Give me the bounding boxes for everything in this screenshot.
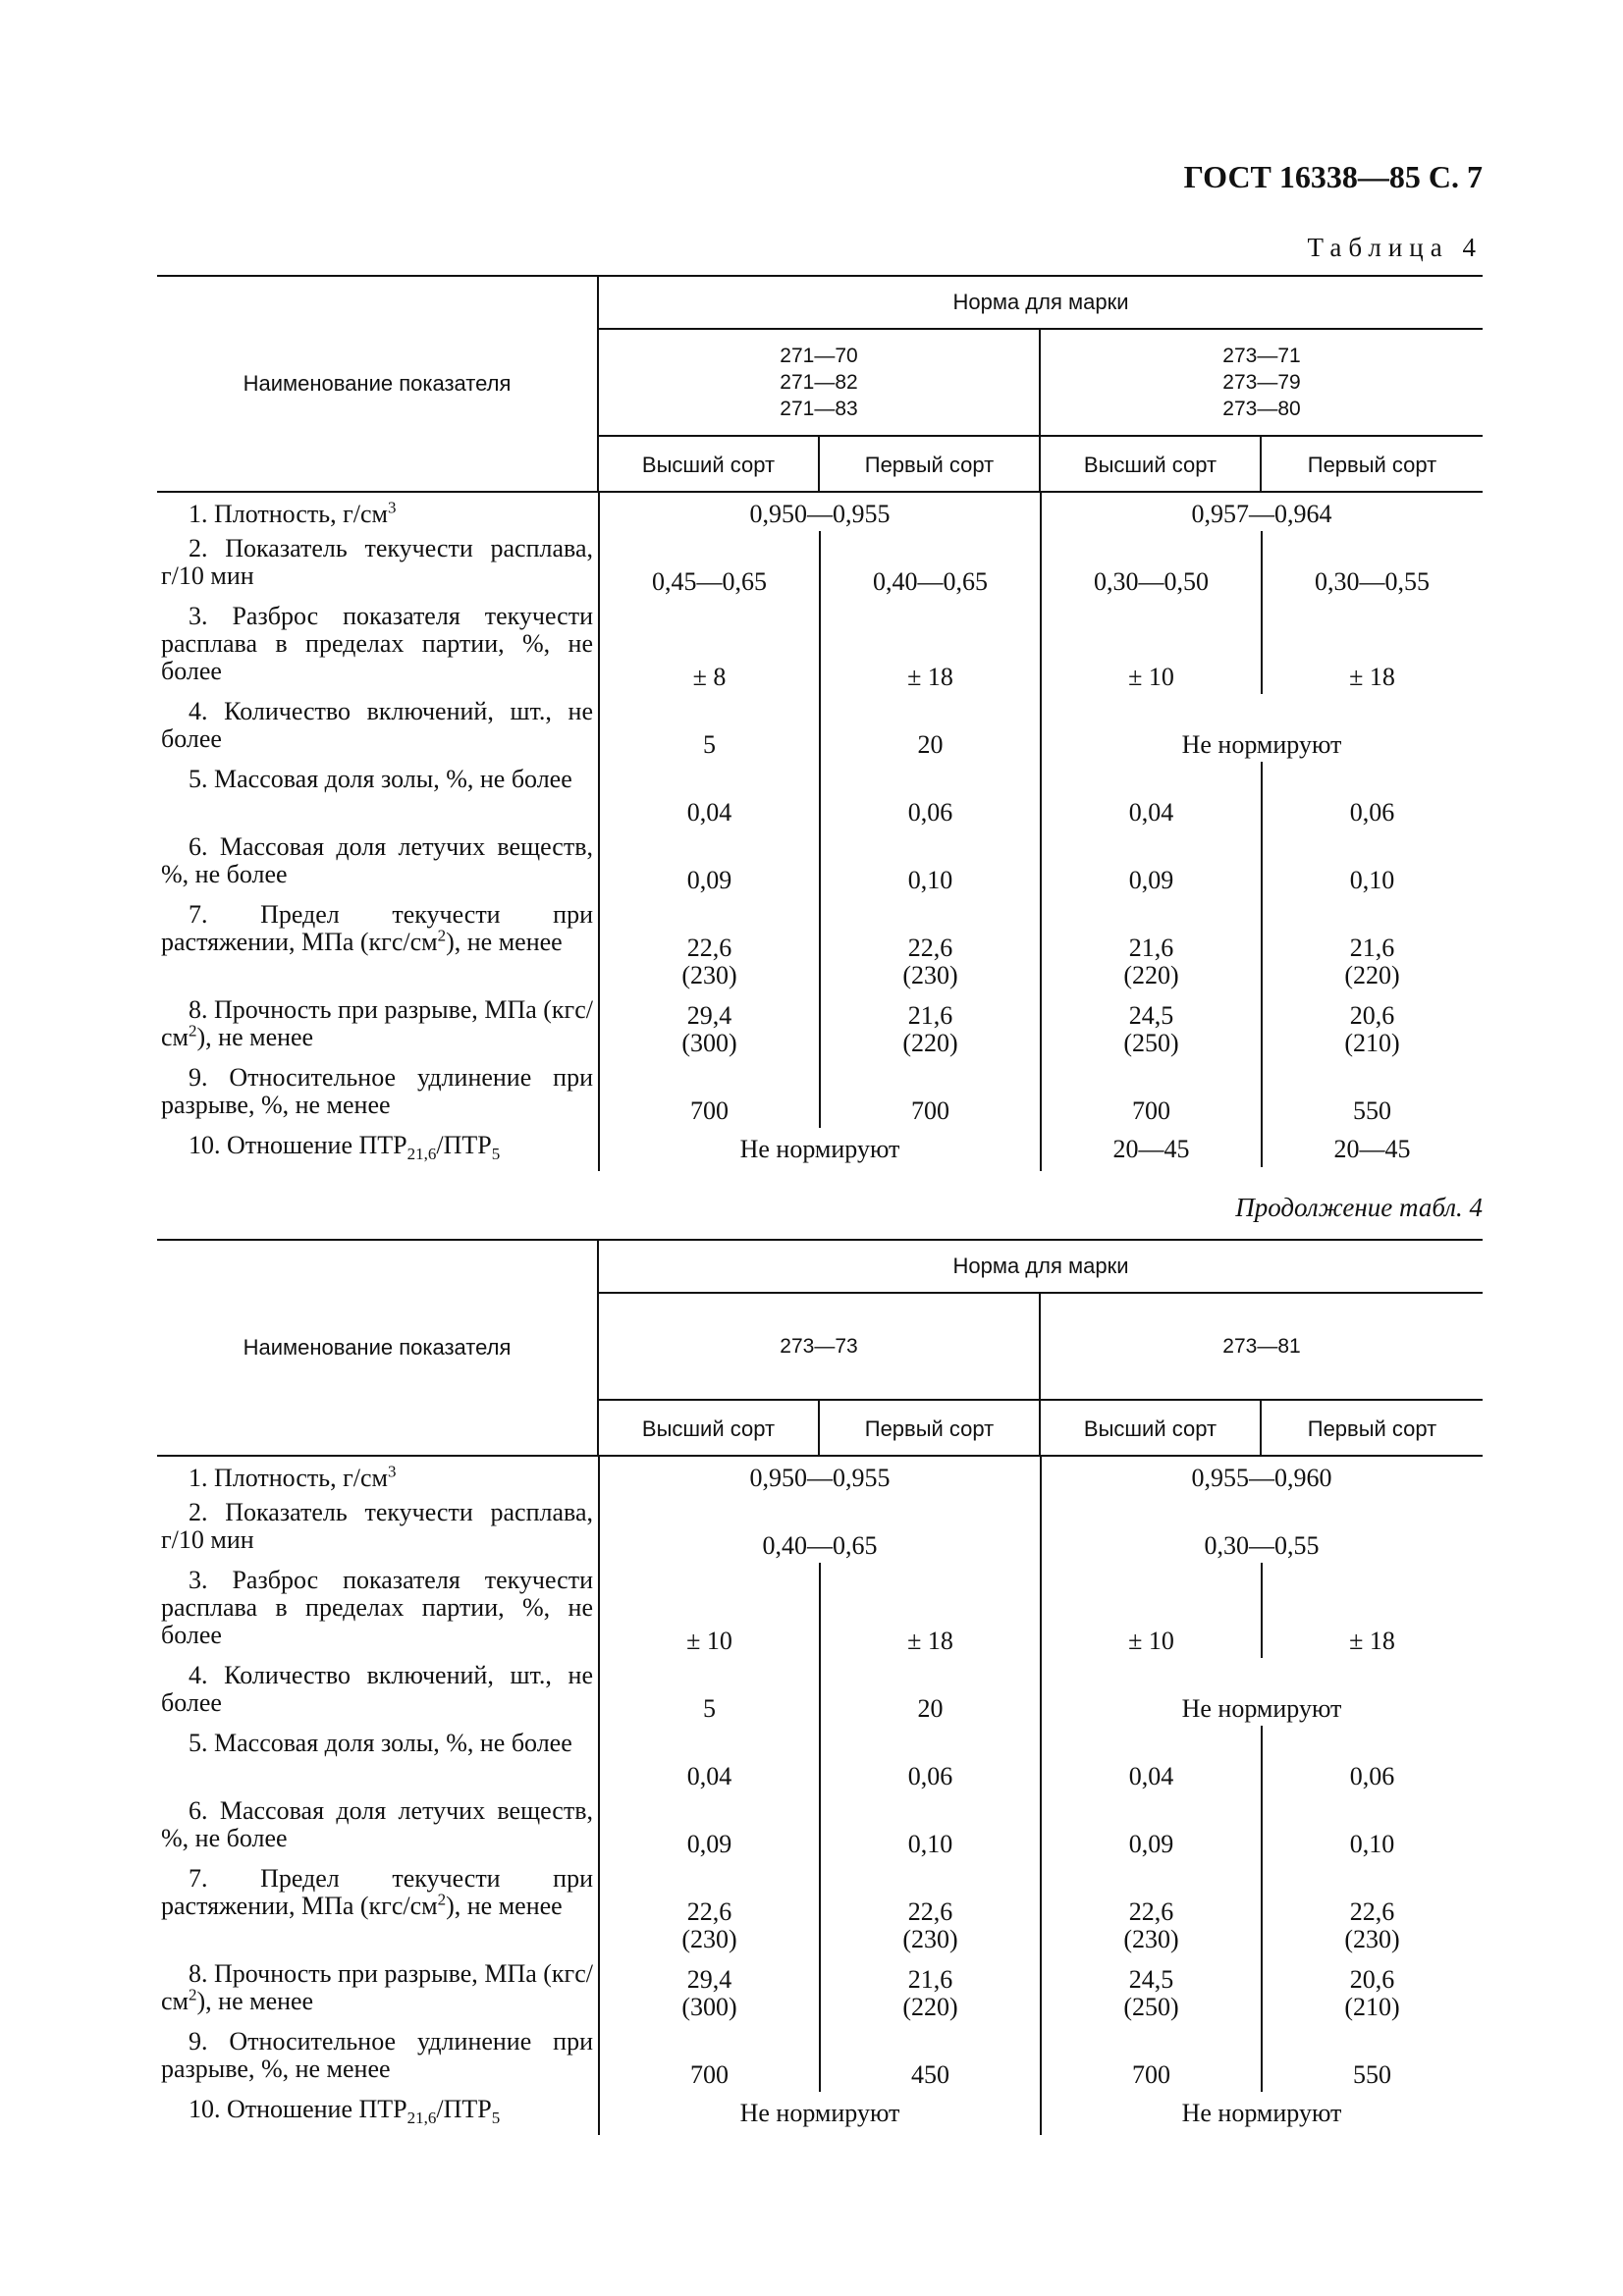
page-header: ГОСТ 16338—85 С. 7 [1183,159,1483,194]
norm-value: ± 10 [686,1627,732,1655]
indicator-name: 9. Относительное удлинение при разрыве, %, не менее [161,1063,593,1119]
norm-value: ± 18 [907,663,953,691]
norm-value: 0,04 [686,798,732,827]
norm-value: 0,40—0,65 [762,1531,878,1560]
indicator-name: 6. Массовая доля летучих веществ, %, не более [161,1796,593,1852]
norm-value: ± 10 [1128,1627,1174,1655]
norm-value: 20—45 [1112,1135,1190,1163]
norm-value: 0,09 [686,1830,732,1858]
norm-value: 0,957—0,964 [1191,500,1332,528]
norm-value: 0,09 [1128,1830,1174,1858]
grade-code: 273—80 [1222,398,1301,420]
column-header-norm: Норма для марки [599,277,1483,330]
column-divider [598,493,600,1171]
sort-header: Высший сорт [599,1401,820,1457]
norm-value: 700 [1132,2060,1170,2089]
norm-value: 700 [690,2060,729,2089]
table-caption: Таблица 4 [1307,233,1483,262]
table-row [157,1499,1483,1560]
table-continuation-caption: Продолжение табл. 4 [1235,1193,1483,1222]
norm-value: 0,955—0,960 [1191,1464,1332,1492]
column-divider [1261,531,1263,694]
norm-value: 20—45 [1333,1135,1411,1163]
norm-value: 0,04 [686,1762,732,1790]
norm-value: 21,6 (220) [902,1965,958,2021]
sort-header: Высший сорт [1041,1401,1262,1457]
grade-group-header [599,1294,1041,1401]
norm-value: 5 [703,730,716,759]
column-divider [1261,762,1263,1167]
norm-value: 22,6 (230) [902,934,958,989]
table-4-continuation [157,1239,1483,2135]
table-body [157,1457,1483,2135]
indicator-name: 4. Количество включений, шт., не более [161,697,593,753]
norm-value: 0,30—0,55 [1204,1531,1320,1560]
norm-value: 0,10 [907,866,953,894]
grade-group-header [1041,1294,1483,1401]
norm-value: ± 8 [692,663,727,691]
norm-value: 450 [911,2060,949,2089]
norm-value: 24,5 (250) [1123,1965,1179,2021]
table-row [157,1132,1483,1163]
norm-value: 29,4 (300) [681,1965,737,2021]
norm-value: 550 [1353,2060,1391,2089]
column-divider [1040,1457,1042,2135]
table-head [157,275,1483,493]
grade-code: 273—79 [1222,371,1301,394]
grade-group-header [599,330,1041,437]
grade-code: 273—71 [1222,345,1301,367]
sort-header: Первый сорт [820,1401,1041,1457]
norm-value: 20 [917,730,944,759]
grade-code: 273—73 [780,1335,858,1358]
norm-value: Не нормируют [1181,2099,1342,2127]
norm-value: 0,04 [1128,1762,1174,1790]
column-header-norm: Норма для марки [599,1241,1483,1294]
norm-value: 0,40—0,65 [873,567,988,596]
norm-value: 0,04 [1128,798,1174,827]
norm-value: 0,950—0,955 [749,500,891,528]
sort-header: Первый сорт [1307,452,1437,477]
norm-value: 22,6 (230) [1344,1897,1400,1953]
sort-header: Первый сорт [1307,1415,1437,1441]
norm-value: 0,950—0,955 [749,1464,891,1492]
norm-value: 0,45—0,65 [652,567,767,596]
norm-value: 21,6 (220) [1344,934,1400,989]
grade-code: 271—82 [780,371,858,394]
table-body [157,493,1483,1171]
norm-value: 5 [703,1694,716,1723]
norm-value: Не нормируют [1181,730,1342,759]
norm-value: 700 [690,1096,729,1125]
column-divider [819,531,821,1128]
indicator-name: 3. Разброс показателя текучести расплава в пределах партии, %, не более [161,1566,593,1649]
norm-value: 0,10 [1349,1830,1395,1858]
sort-header: Высший сорт [599,437,820,493]
table-row [157,1462,1483,1492]
norm-value: 22,6 (230) [681,934,737,989]
indicator-name: 4. Количество включений, шт., не более [161,1661,593,1717]
norm-value: 21,6 (220) [1123,934,1179,989]
column-header-name: Наименование показателя [157,277,599,491]
column-divider [598,1457,600,2135]
norm-value: 0,10 [1349,866,1395,894]
norm-value: 0,06 [907,1762,953,1790]
norm-value: 20,6 (210) [1344,1001,1400,1057]
indicator-name: 1. Плотность, $г/см^3$ [189,1462,397,1492]
table-head [157,1239,1483,1457]
indicator-name: 8. Прочность при разрыве, МПа $(кгс/см^2)$, не менее [161,995,593,1051]
indicator-name: 5. Массовая доля золы, %, не более [189,1729,572,1757]
norm-value: 22,6 (230) [681,1897,737,1953]
indicator-name: 10. Отношение $ПТР_{21,6}/ПТР_5$ [189,2095,501,2128]
column-header-name: Наименование показателя [157,1241,599,1455]
indicator-name: 10. Отношение $ПТР_{21,6}/ПТР_5$ [189,1131,501,1164]
norm-value: 21,6 (220) [902,1001,958,1057]
indicator-name: 7. Предел текучести при растяжении, МПа $(кгс/см^2)$, не менее [161,1864,593,1920]
grade-code: 271—83 [780,398,858,420]
norm-value: 0,06 [1349,1762,1395,1790]
norm-value: 29,4 (300) [681,1001,737,1057]
indicator-name: 3. Разброс показателя текучести расплава в пределах партии, %, не более [161,602,593,685]
norm-value: Не нормируют [739,2099,900,2127]
indicator-name: 8. Прочность при разрыве, МПа $(кгс/см^2)$, не менее [161,1959,593,2015]
norm-value: ± 10 [1128,663,1174,691]
indicator-name: 1. Плотность, $г/см^3$ [189,498,397,528]
norm-value: 22,6 (230) [1123,1897,1179,1953]
sort-header: Высший сорт [1041,437,1262,493]
column-divider [1261,1563,1263,1658]
norm-value: 20 [917,1694,944,1723]
norm-value: 550 [1353,1096,1391,1125]
table-4 [157,275,1483,1171]
column-divider [819,1563,821,2092]
norm-value: 0,06 [1349,798,1395,827]
norm-value: 0,10 [907,1830,953,1858]
norm-value: 700 [911,1096,949,1125]
indicator-name: 2. Показатель текучести расплава, г/10 мин [161,1498,593,1554]
column-divider [1040,493,1042,1171]
norm-value: 24,5 (250) [1123,1001,1179,1057]
norm-value: 0,06 [907,798,953,827]
table-row [157,498,1483,528]
norm-value: ± 18 [907,1627,953,1655]
indicator-name: 6. Массовая доля летучих веществ, %, не более [161,832,593,888]
indicator-name: 9. Относительное удлинение при разрыве, %, не менее [161,2027,593,2083]
norm-value: 0,30—0,50 [1094,567,1209,596]
grade-code: 271—70 [780,345,858,367]
indicator-name: 2. Показатель текучести расплава, г/10 мин [161,534,593,590]
norm-value: ± 18 [1349,1627,1395,1655]
norm-value: ± 18 [1349,663,1395,691]
sort-header: Первый сорт [820,437,1041,493]
norm-value: 22,6 (230) [902,1897,958,1953]
norm-value: Не нормируют [739,1135,900,1163]
table-row [157,2096,1483,2127]
column-divider [1261,1726,1263,2092]
grade-group-header [1041,330,1483,437]
norm-value: 700 [1132,1096,1170,1125]
grade-code: 273—81 [1222,1335,1301,1358]
indicator-name: 5. Массовая доля золы, %, не более [189,765,572,793]
indicator-name: 7. Предел текучести при растяжении, МПа $(кгс/см^2)$, не менее [161,900,593,956]
norm-value: 0,30—0,55 [1315,567,1430,596]
norm-value: 20,6 (210) [1344,1965,1400,2021]
norm-value: 0,09 [686,866,732,894]
norm-value: Не нормируют [1181,1694,1342,1723]
norm-value: 0,09 [1128,866,1174,894]
